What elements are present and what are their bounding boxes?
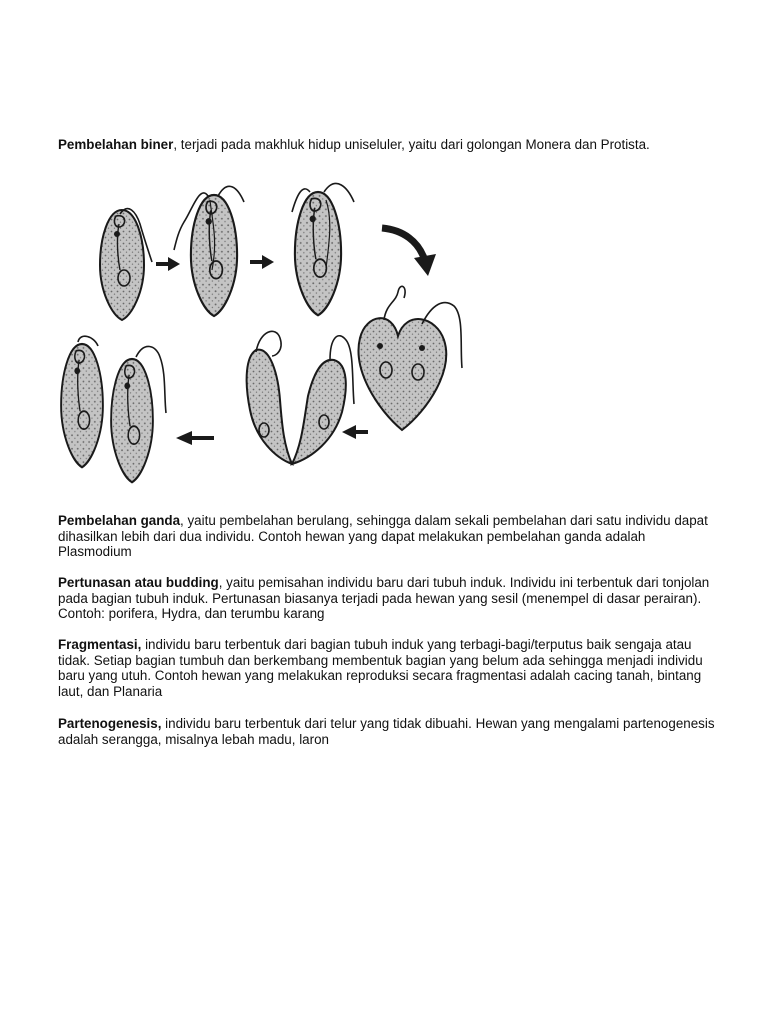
paragraph-budding <box>58 575 718 622</box>
cell-stage-2 <box>174 186 244 316</box>
term-binary-fission: Pembelahan biner <box>58 137 174 152</box>
cell-stage-3 <box>292 183 354 315</box>
euglena-binary-fission-illustration <box>52 160 492 490</box>
arrow-3-icon <box>342 425 368 439</box>
arrow-2-icon <box>250 255 274 269</box>
cell-stage-5 <box>247 331 354 464</box>
term-multiple-fission: Pembelahan ganda <box>58 513 181 528</box>
paragraph-parthenogenesis <box>58 716 718 747</box>
paragraph-binary-fission <box>58 137 718 153</box>
term-fragmentation: Fragmentasi, <box>58 637 142 652</box>
arrow-4-icon <box>176 431 214 445</box>
cell-stage-1 <box>100 209 152 320</box>
cell-stage-4 <box>359 286 462 430</box>
paragraph-fragmentation <box>58 637 718 699</box>
desc-multiple-fission: , yaitu pembelahan berulang, sehingga dalam sekali pembelahan dari satu individu dapat dihasilkan lebih dari dua individu. Contoh hewan yang dapat melakukan pembelahan ganda adalah Plasmodium <box>58 513 708 560</box>
term-parthenogenesis: Partenogenesis, <box>58 716 162 731</box>
desc-budding: , yaitu pemisahan individu baru dari tubuh induk. Individu ini terbentuk dari tonjolan pada bagian tubuh induk. Pertunasan biasanya terjadi pada hewan yang sesil (menempel di dasar perairan). Contoh: porifera, Hydra, dan terumbu karang <box>58 575 710 622</box>
arrow-curve-icon <box>382 228 436 276</box>
paragraph-multiple-fission <box>58 513 718 560</box>
term-budding: Pertunasan atau budding <box>58 575 219 590</box>
daughter-cell-2 <box>111 346 166 482</box>
daughter-cell-1 <box>61 336 103 467</box>
desc-parthenogenesis: individu baru terbentuk dari telur yang tidak dibuahi. Hewan yang mengalami partenogenesis adalah serangga, misalnya lebah madu, laron <box>58 716 715 747</box>
desc-fragmentation: individu baru terbentuk dari bagian tubuh induk yang terbagi-bagi/terputus baik sengaja atau tidak. Setiap bagian tumbuh dan berkembang membentuk bagian yang belum ada sehingga menjadi individu baru yang utuh. Contoh hewan yang melakukan reproduksi secara fragmentasi adalah cacing tanah, bintang laut, dan Planaria <box>58 637 703 699</box>
arrow-1-icon <box>156 257 180 271</box>
desc-binary-fission: , terjadi pada makhluk hidup uniseluler, yaitu dari golongan Monera dan Protista. <box>173 137 650 152</box>
